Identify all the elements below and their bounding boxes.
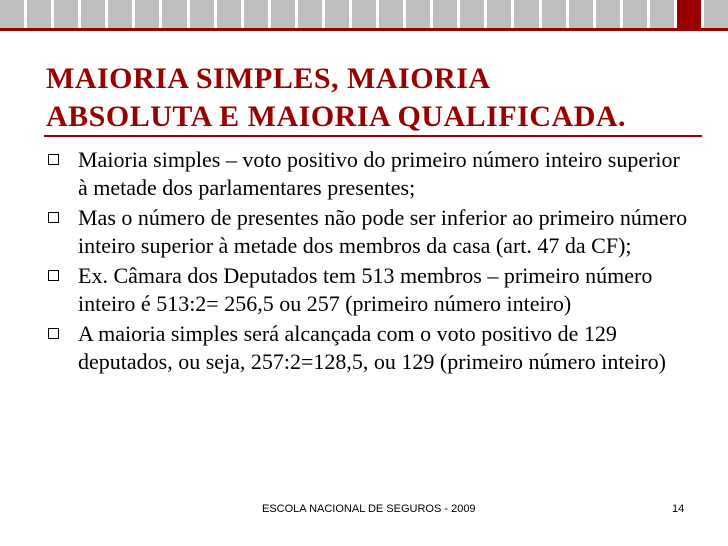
band-square (81, 0, 105, 28)
band-square (514, 0, 538, 28)
bullet-item (48, 204, 688, 260)
band-square (135, 0, 159, 28)
band-square (108, 0, 132, 28)
band-square (406, 0, 430, 28)
band-square (623, 0, 647, 28)
bullet-item (48, 320, 688, 376)
band-square (244, 0, 268, 28)
band-square (569, 0, 593, 28)
band-square (190, 0, 214, 28)
checkbox-bullet-icon (48, 212, 59, 223)
footer-text: ESCOLA NACIONAL DE SEGUROS - 2009 (262, 503, 476, 515)
band-square (352, 0, 376, 28)
band-accent-square (677, 0, 701, 28)
checkbox-bullet-icon (48, 154, 59, 165)
band-square (379, 0, 403, 28)
band-square (0, 0, 24, 28)
band-square (650, 0, 674, 28)
checkbox-bullet-icon (48, 270, 59, 281)
band-square (325, 0, 349, 28)
band-square (542, 0, 566, 28)
band-square (487, 0, 511, 28)
top-decorative-band (0, 0, 728, 28)
bullet-item (48, 146, 688, 202)
slide-title (46, 60, 686, 136)
page-number: 14 (672, 503, 685, 515)
bullet-text: A maioria simples será alcançada com o voto positivo de 129 deputados, ou seja, 257:2=128,5, ou 129 (primeiro número inteiro) (78, 321, 666, 374)
bullet-text: Maioria simples – voto positivo do primeiro número inteiro superior à metade dos parlamentares presentes; (78, 147, 680, 200)
band-square (54, 0, 78, 28)
band-divider (0, 28, 728, 31)
band-square (460, 0, 484, 28)
band-square (433, 0, 457, 28)
bullet-text: Ex. Câmara dos Deputados tem 513 membros – primeiro número inteiro é 513:2= 256,5 ou 257 (primeiro número inteiro) (78, 263, 653, 316)
band-square (298, 0, 322, 28)
band-square (271, 0, 295, 28)
title-underline (44, 135, 702, 137)
bullet-item (48, 262, 688, 318)
band-square (162, 0, 186, 28)
band-square (704, 0, 728, 28)
band-square (27, 0, 51, 28)
checkbox-bullet-icon (48, 328, 59, 339)
slide-title-line-1: MAIORIA SIMPLES, MAIORIA (46, 62, 491, 95)
bullet-list (48, 146, 688, 378)
band-square (596, 0, 620, 28)
bullet-text: Mas o número de presentes não pode ser inferior ao primeiro número inteiro superior à metade dos membros da casa (art. 47 da CF); (78, 205, 688, 258)
slide-title-line-2: ABSOLUTA E MAIORIA QUALIFICADA. (46, 100, 627, 133)
band-square (217, 0, 241, 28)
